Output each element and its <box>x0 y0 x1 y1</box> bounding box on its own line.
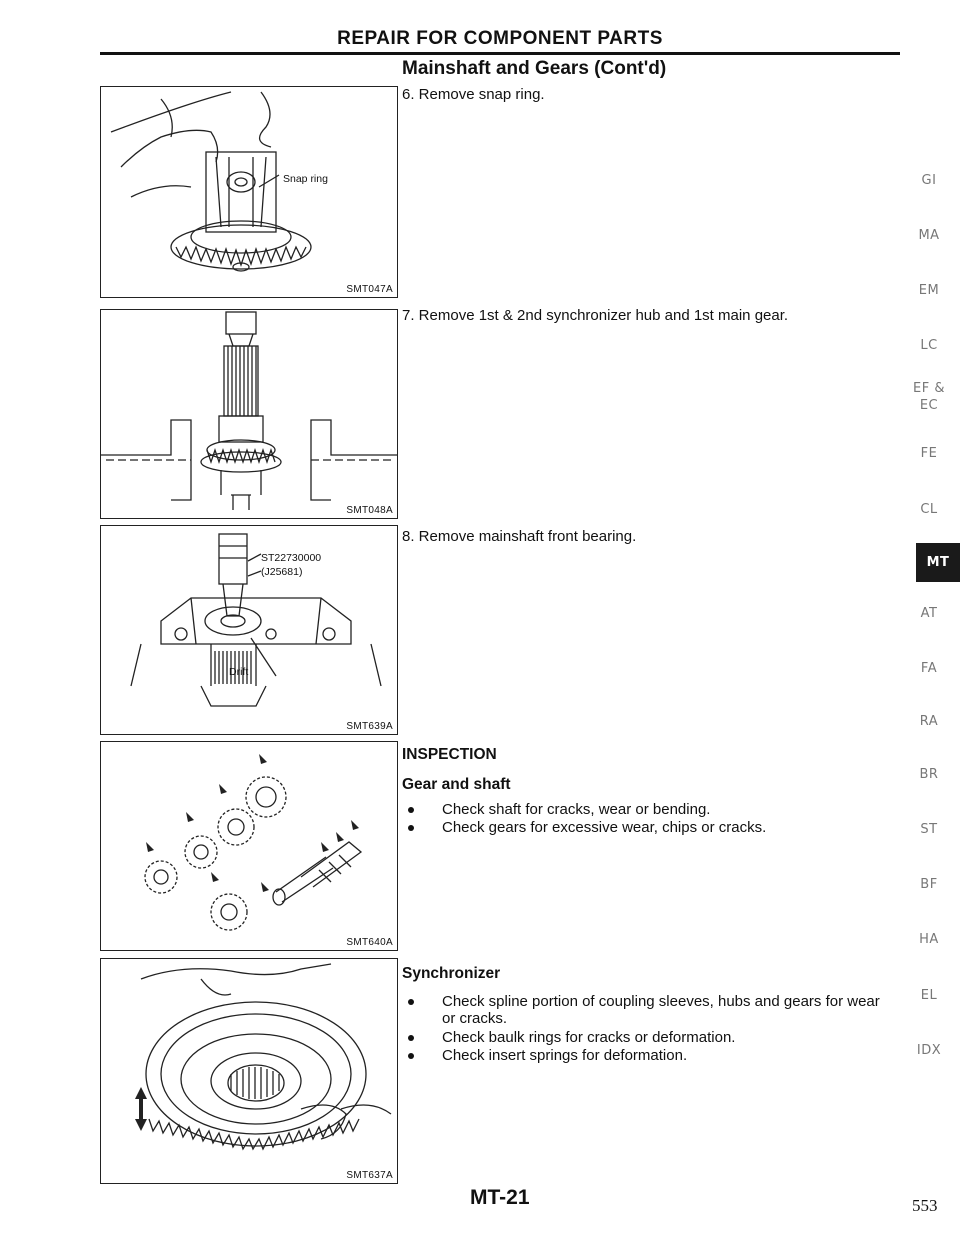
side-tab-el[interactable]: EL <box>920 988 938 1003</box>
snap-ring-illustration <box>101 87 397 297</box>
section-title: Mainshaft and Gears (Cont'd) <box>402 58 667 79</box>
side-tab-cl[interactable]: CL <box>920 502 938 517</box>
figure-snap-ring <box>100 86 398 298</box>
side-tab-em[interactable]: EM <box>918 283 940 298</box>
figure-code: SMT639A <box>346 721 393 732</box>
figure-synchronizer-hub-removal <box>100 309 398 519</box>
synchronizer-bullet: Check insert springs for deformation. <box>408 1047 898 1064</box>
synchronizer-bullet: Check baulk rings for cracks or deformation. <box>408 1029 898 1046</box>
side-tab-fe[interactable]: FE <box>920 446 938 461</box>
bullet-dot <box>408 825 414 831</box>
figure-synchronizer-inspection <box>100 958 398 1184</box>
inspection-heading: INSPECTION <box>402 746 497 763</box>
side-tab-lc[interactable]: LC <box>920 338 938 353</box>
figure-front-bearing-removal <box>100 525 398 735</box>
step-8: 8. Remove mainshaft front bearing. <box>402 528 637 545</box>
callout-tool-number-alt: (J25681) <box>261 566 303 578</box>
callout-drift: Drift <box>229 666 249 678</box>
side-tab-mt-active[interactable]: MT <box>916 543 960 582</box>
figure-code: SMT047A <box>346 284 393 295</box>
gear-shaft-heading: Gear and shaft <box>402 776 511 793</box>
synchronizer-heading: Synchronizer <box>402 965 501 982</box>
footer-section-code: MT-21 <box>470 1186 530 1209</box>
side-tab-ec[interactable]: EC <box>919 398 939 413</box>
figure-code: SMT048A <box>346 505 393 516</box>
side-tab-ma[interactable]: MA <box>918 228 940 243</box>
gears-illustration <box>101 742 397 950</box>
side-tab-ra[interactable]: RA <box>919 714 939 729</box>
header-rule <box>100 52 900 55</box>
synchronizer-illustration <box>101 959 397 1183</box>
bullet-dot <box>408 1053 414 1059</box>
page-number: 553 <box>912 1196 938 1215</box>
bearing-puller-illustration <box>101 526 397 734</box>
figure-gears-inspection <box>100 741 398 951</box>
page-header: REPAIR FOR COMPONENT PARTS <box>337 28 663 49</box>
side-tab-bf[interactable]: BF <box>920 877 938 892</box>
bullet-dot <box>408 999 414 1005</box>
side-tab-at[interactable]: AT <box>920 606 938 621</box>
side-tab-gi[interactable]: GI <box>921 173 937 188</box>
synchronizer-bullet: Check spline portion of coupling sleeves, hubs and gears for wear or cracks. <box>408 993 888 1027</box>
gear-shaft-bullet: Check gears for excessive wear, chips or cracks. <box>408 819 898 836</box>
bullet-dot <box>408 1035 414 1041</box>
side-tab-fa[interactable]: FA <box>920 661 938 676</box>
side-tab-br[interactable]: BR <box>919 767 939 782</box>
figure-code: SMT637A <box>346 1170 393 1181</box>
side-tab-st[interactable]: ST <box>920 822 938 837</box>
bullet-dot <box>408 807 414 813</box>
press-illustration <box>101 310 397 518</box>
gear-shaft-bullet: Check shaft for cracks, wear or bending. <box>408 801 898 818</box>
side-tab-ha[interactable]: HA <box>919 932 939 947</box>
callout-tool-number: ST22730000 <box>261 552 322 564</box>
step-6: 6. Remove snap ring. <box>402 86 545 103</box>
callout-snap-ring: Snap ring <box>283 173 328 185</box>
side-tab-idx[interactable]: IDX <box>916 1043 942 1058</box>
step-7: 7. Remove 1st & 2nd synchronizer hub and 1st main gear. <box>402 307 789 324</box>
side-tab-ef[interactable]: EF & <box>913 381 945 396</box>
figure-code: SMT640A <box>346 937 393 948</box>
